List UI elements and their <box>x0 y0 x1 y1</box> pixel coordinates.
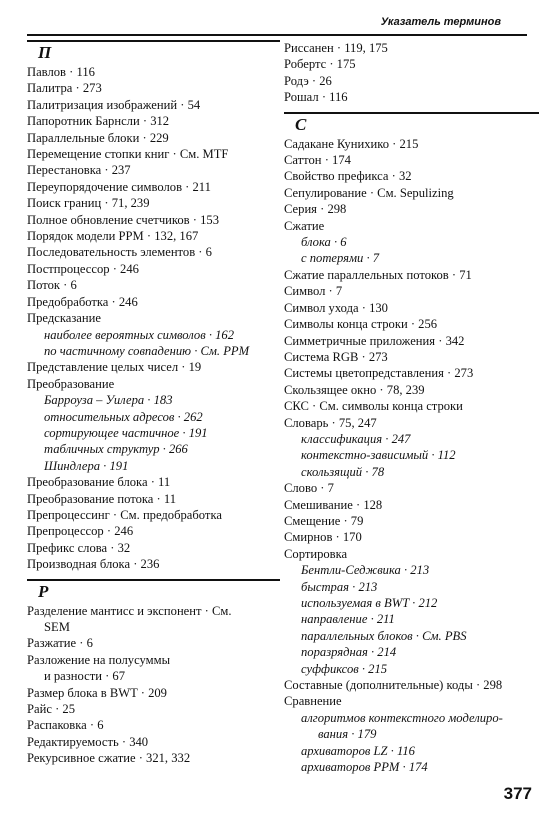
entry-text: Смещение · 79 <box>284 513 364 528</box>
index-subentry <box>284 628 539 644</box>
index-entry <box>284 349 539 365</box>
entry-text: СКС · См. символы конца строки <box>284 399 463 414</box>
entry-text: Препроцессинг · См. предобработка <box>27 507 222 522</box>
index-entry <box>27 523 280 539</box>
entry-text: Сжатие <box>284 218 325 233</box>
index-entry <box>27 244 280 260</box>
index-subentry <box>284 611 539 627</box>
entry-text: Райс · 25 <box>27 702 76 717</box>
index-entry <box>284 415 539 431</box>
entry-text: Поиск границ · 71, 239 <box>27 196 150 211</box>
entry-text: контекстно-зависимый · 112 <box>301 448 456 463</box>
index-entry <box>284 513 539 529</box>
index-entry <box>284 529 539 545</box>
entry-text: Павлов · 116 <box>27 65 95 79</box>
entry-text: Предсказание <box>27 311 101 326</box>
index-entry <box>284 693 539 709</box>
right-continuation-list <box>284 40 539 106</box>
entry-text: Барроуза – Уилера · 183 <box>44 393 173 408</box>
entry-text: Представление целых чисел · 19 <box>27 360 202 375</box>
index-subentry <box>284 661 539 677</box>
entry-text: Составные (дополнительные) коды · 298 <box>284 678 503 693</box>
index-entry <box>27 261 280 277</box>
entry-text: Распаковка · 6 <box>27 718 104 733</box>
right-column <box>284 40 539 781</box>
entry-text: Садакане Кунихико · 215 <box>284 136 419 151</box>
entry-text: Серия · 298 <box>284 202 347 217</box>
index-entry <box>284 497 539 513</box>
index-subentry <box>284 464 539 480</box>
entry-text: Размер блока в BWT · 209 <box>27 685 167 700</box>
index-entry <box>284 56 539 72</box>
index-entry <box>27 277 280 293</box>
index-subentry <box>284 431 539 447</box>
index-entry <box>27 750 280 766</box>
entry-text: Палитризация изображений · 54 <box>27 97 201 112</box>
index-entry <box>284 201 539 217</box>
entry-text: относительных адресов · 262 <box>44 409 203 424</box>
entry-text: сортирующее частичное · 191 <box>44 425 208 440</box>
entry-text: параллельных блоков · См. PBS <box>301 628 467 643</box>
index-entry <box>284 382 539 398</box>
index-subentry <box>284 743 539 759</box>
entry-text: Перестановка · 237 <box>27 163 131 178</box>
entry-text: табличных структур · 266 <box>44 442 188 457</box>
index-entry <box>284 398 539 414</box>
index-entry <box>284 316 539 332</box>
index-entry <box>27 540 280 556</box>
index-entry <box>27 195 280 211</box>
index-entry <box>284 333 539 349</box>
entry-text: Поток · 6 <box>27 278 77 293</box>
entry-text: Слово · 7 <box>284 481 334 496</box>
index-subentry <box>27 458 280 474</box>
index-entry <box>284 283 539 299</box>
index-entry <box>27 734 280 750</box>
entry-text: Препроцессор · 246 <box>27 524 134 539</box>
index-subentry <box>284 562 539 578</box>
index-entry <box>27 635 280 651</box>
index-entry <box>27 652 280 685</box>
entry-text: Сравнение <box>284 694 342 709</box>
index-entry <box>27 474 280 490</box>
entry-text: используемая в BWT · 212 <box>301 596 438 610</box>
index-entry <box>284 267 539 283</box>
index-entry <box>284 89 539 105</box>
left-column <box>27 40 280 773</box>
entry-text: классификация · 247 <box>301 431 411 446</box>
index-subentry <box>27 425 280 441</box>
entry-text: Сжатие параллельных потоков · 71 <box>284 267 472 282</box>
entry-text: скользящий · 78 <box>301 464 385 479</box>
index-entry <box>27 491 280 507</box>
section-letter: Р <box>27 579 280 601</box>
entry-text: Сортировка <box>284 546 348 561</box>
index-section <box>284 112 539 776</box>
entry-text: поразрядная · 214 <box>301 645 397 660</box>
section-letter: С <box>284 112 539 134</box>
index-entry <box>27 717 280 733</box>
index-subentry <box>284 710 539 743</box>
entry-text: направление · 211 <box>301 612 395 627</box>
index-entry <box>27 130 280 146</box>
entry-text: Шиндлера · 191 <box>44 458 129 473</box>
entry-text: Сепулирование · См. Sepulizing <box>284 185 454 200</box>
index-subentry <box>27 327 280 343</box>
entry-text: Преобразование потока · 11 <box>27 491 176 506</box>
entry-text: Постпроцессор · 246 <box>27 261 139 276</box>
index-entry <box>27 228 280 244</box>
index-entry <box>284 365 539 381</box>
entry-text: Преобразование блока · 11 <box>27 475 171 490</box>
section-letter: П <box>27 40 280 62</box>
index-entry <box>27 146 280 162</box>
index-entry <box>284 136 539 152</box>
entry-text: Саттон · 174 <box>284 153 351 168</box>
entry-text: Рошал · 116 <box>284 90 348 105</box>
index-section <box>27 40 280 573</box>
entry-text: Словарь · 75, 247 <box>284 415 377 430</box>
index-entry <box>27 97 280 113</box>
entry-text: архиваторов PPM · 174 <box>301 760 428 775</box>
entry-text: Папоротник Барнсли · 312 <box>27 114 170 129</box>
entry-text: Система RGB · 273 <box>284 349 388 364</box>
index-entry <box>284 546 539 562</box>
entry-text: суффиксов · 215 <box>301 661 388 676</box>
index-subentry <box>284 579 539 595</box>
entry-text: архиваторов LZ · 116 <box>301 743 415 758</box>
entry-text: Симметричные приложения · 342 <box>284 333 465 348</box>
index-subentry <box>27 409 280 425</box>
entry-text: Рекурсивное сжатие · 321, 332 <box>27 751 191 766</box>
entry-text: Перемещение стопки книг · См. MTF <box>27 147 229 162</box>
page-number: 377 <box>503 784 532 803</box>
entry-text: Преобразование <box>27 376 115 391</box>
index-entry <box>27 64 280 80</box>
entry-text: быстрая · 213 <box>301 579 378 594</box>
index-section <box>27 579 280 767</box>
entry-text: Разложение на полусуммы <box>27 652 171 667</box>
index-entry <box>284 480 539 496</box>
entry-text: Переупорядочение символов · 211 <box>27 179 211 194</box>
entry-text: Производная блока · 236 <box>27 557 160 572</box>
entry-text: Символ ухода · 130 <box>284 300 388 315</box>
entry-text: Смешивание · 128 <box>284 497 383 512</box>
index-entry <box>27 701 280 717</box>
entry-text: Свойство префикса · 32 <box>284 169 412 184</box>
entry-text: Параллельные блоки · 229 <box>27 130 169 145</box>
index-entry <box>27 80 280 96</box>
index-entry <box>27 376 280 392</box>
entry-text: Префикс слова · 32 <box>27 540 131 555</box>
entry-text: Разжатие · 6 <box>27 636 93 651</box>
entry-text: с потерями · 7 <box>301 251 380 266</box>
running-head <box>27 14 527 36</box>
index-subentry <box>27 392 280 408</box>
index-entry <box>284 677 539 693</box>
index-entry <box>27 556 280 572</box>
index-subentry <box>284 644 539 660</box>
entry-text: Предобработка · 246 <box>27 294 138 309</box>
entry-text: Порядок модели PPM · 132, 167 <box>27 229 199 244</box>
entry-text: Родэ · 26 <box>284 73 332 88</box>
entry-text: Бентли-Седжвика · 213 <box>301 563 430 578</box>
index-entry <box>27 294 280 310</box>
entry-text: Скользящее окно · 78, 239 <box>284 382 425 397</box>
entry-text: алгоритмов контекстного моделиро- <box>301 710 503 725</box>
right-sections <box>284 112 539 776</box>
entry-text: Символы конца строки · 256 <box>284 317 438 332</box>
entry-text: блока · 6 <box>301 235 347 250</box>
running-head-title: Указатель терминов <box>380 16 501 28</box>
entry-text: Редактируемость · 340 <box>27 734 149 749</box>
entry-text: Робертс · 175 <box>284 57 356 72</box>
entry-text: Последовательность элементов · 6 <box>27 245 212 260</box>
entry-continuation: SEM <box>44 620 70 634</box>
entry-text: Смирнов · 170 <box>284 530 362 545</box>
entry-text: Символ · 7 <box>284 284 343 299</box>
index-entry <box>27 212 280 228</box>
index-entry <box>284 73 539 89</box>
entry-text: Разделение мантисс и экспонент · См. <box>27 603 232 618</box>
entry-text: Системы цветопредставления · 273 <box>284 366 474 381</box>
entry-text: Риссанен · 119, 175 <box>284 41 388 55</box>
index-entry <box>284 218 539 234</box>
index-subentry <box>284 595 539 611</box>
index-entry <box>27 685 280 701</box>
index-entry <box>284 152 539 168</box>
index-subentry <box>284 250 539 266</box>
index-subentry <box>284 234 539 250</box>
entry-text: по частичному совпадению · См. PPM <box>44 343 250 358</box>
entry-text: Палитра · 273 <box>27 81 102 96</box>
entry-continuation: и разности · 67 <box>44 669 126 684</box>
index-entry <box>27 507 280 523</box>
index-entry <box>27 603 280 636</box>
entry-continuation: вания · 179 <box>318 727 377 742</box>
index-entry <box>284 185 539 201</box>
index-subentry <box>27 441 280 457</box>
index-entry <box>284 300 539 316</box>
entry-text: наиболее вероятных символов · 162 <box>44 327 235 342</box>
index-entry <box>27 162 280 178</box>
index-entry <box>27 179 280 195</box>
index-subentry <box>27 343 280 359</box>
index-entry <box>284 168 539 184</box>
index-subentry <box>284 759 539 775</box>
index-entry <box>284 40 539 56</box>
index-entry <box>27 310 280 326</box>
entry-text: Полное обновление счетчиков · 153 <box>27 212 219 227</box>
index-subentry <box>284 447 539 463</box>
index-entry <box>27 359 280 375</box>
index-entry <box>27 113 280 129</box>
